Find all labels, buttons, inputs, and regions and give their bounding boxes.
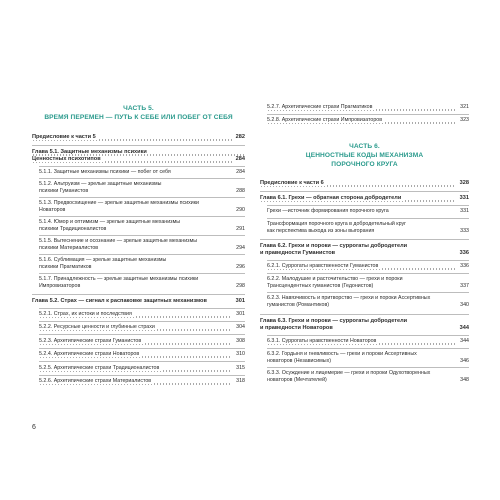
toc-entry-page: 294 (236, 245, 245, 252)
toc-entry[interactable] (260, 208, 469, 215)
toc-entry[interactable] (260, 180, 469, 187)
toc-entry-title: Грехи —источник формирования порочного круга (267, 208, 389, 214)
toc-chapter[interactable] (32, 149, 245, 163)
divider (39, 216, 245, 217)
toc-entry-title-cont: как перспектива выхода из зоны выгорания (267, 228, 375, 235)
toc-entry[interactable] (32, 200, 245, 214)
toc-entry-title: 5.1.3. Предвосхищение — зрелые защитные механизмы психики (39, 200, 199, 206)
toc-entry[interactable] (260, 104, 469, 111)
toc-entry-page: 321 (460, 104, 469, 110)
toc-entry-title: 5.1.5. Вытеснение и осознание — зрелые защитные механизмы (39, 238, 198, 244)
toc-entry-page: 340 (460, 302, 469, 309)
divider (267, 260, 469, 261)
toc-entry[interactable] (32, 257, 245, 271)
page-number: 6 (32, 424, 36, 431)
toc-entry[interactable] (260, 117, 469, 124)
toc-entry[interactable] (32, 365, 245, 372)
toc-entry[interactable] (260, 221, 469, 235)
toc-entry[interactable] (260, 276, 469, 290)
toc-entry-title: Предисловие к части 6 (260, 180, 324, 186)
toc-chapter[interactable] (260, 243, 469, 257)
toc-entry-page: 318 (236, 378, 245, 384)
divider (39, 308, 245, 309)
toc-entry-title: 5.2.7. Архетипические страхи Прагматиков (267, 104, 373, 110)
toc-entry-title-cont: новаторов (Независимых) (267, 358, 331, 365)
toc-entry-page: 290 (236, 207, 245, 214)
toc-entry-title: 5.1.1. Защитные механизмы психики — побег от себя (39, 169, 171, 175)
divider (39, 361, 245, 362)
toc-entry-title-cont: психики Гуманистов (39, 188, 89, 195)
toc-entry-page: 344 (460, 338, 469, 344)
divider (39, 166, 245, 167)
part5-title-line2: ВРЕМЯ ПЕРЕМЕН — ПУТЬ К СЕБЕ ИЛИ ПОБЕГ ОТ СЕБЯ (44, 114, 233, 121)
toc-entry[interactable] (32, 351, 245, 358)
toc-entry-title-cont: Импровизаторов (39, 283, 81, 290)
divider (260, 314, 469, 315)
toc-entry[interactable] (32, 311, 245, 318)
toc-entry-page: 336 (460, 263, 469, 269)
toc-entry-page: 288 (236, 188, 245, 195)
toc-entry-page: 284 (235, 156, 245, 163)
part5-title-line1: ЧАСТЬ 5. (123, 105, 154, 112)
toc-entry-title: 5.1.6. Сублимация — зрелые защитные механизмы (39, 257, 167, 263)
toc-entry[interactable] (260, 263, 469, 270)
toc-entry[interactable] (260, 370, 469, 384)
toc-entry-title: Трансформация порочного круга в добродетельный круг (267, 221, 407, 227)
toc-entry-page: 323 (460, 117, 469, 123)
toc-entry-page: 301 (236, 311, 245, 317)
toc-entry-page: 336 (459, 250, 469, 257)
toc-entry-title: Глава 6.2. Грехи и пороки — суррогаты добродетели (260, 243, 408, 249)
toc-entry-title: 6.3.2. Гордыня и гневливость — грехи и пороки Ассертивных (267, 351, 417, 357)
toc-entry-title-cont: Ценностных психотипов (32, 156, 101, 163)
toc-entry[interactable] (32, 338, 245, 345)
toc-entry-title-cont: психики Прагматиков (39, 264, 92, 271)
divider (267, 273, 469, 274)
toc-chapter[interactable] (260, 318, 469, 332)
toc-entry-title: 5.2.3. Архетипические страхи Гуманистов (39, 338, 142, 344)
toc-entry[interactable] (32, 219, 245, 233)
toc-entry-title: Предисловие к части 5 (32, 134, 96, 140)
divider (267, 367, 469, 368)
divider (39, 334, 245, 335)
toc-entry-title-cont: психики Материалистов (39, 245, 99, 252)
toc-entry-title-cont: гуманистов (Романтиков) (267, 302, 330, 309)
divider (267, 335, 469, 336)
toc-entry[interactable] (32, 238, 245, 252)
toc-entry[interactable] (32, 181, 245, 195)
toc-entry-title: 5.2.5. Архетипические страхи Традиционалистов (39, 365, 160, 371)
divider (267, 218, 469, 219)
toc-entry-title: 5.2.1. Страх, их истоки и последствия (39, 311, 132, 317)
divider (32, 145, 245, 146)
toc-entry-page: 308 (236, 338, 245, 344)
divider (260, 239, 469, 240)
toc-entry-page: 344 (459, 325, 469, 332)
toc-entry-title: 5.1.7. Принадлежность — зрелые защитные механизмы психики (39, 276, 199, 282)
divider (267, 348, 469, 349)
toc-entry-title: Глава 5.2. Страх — сигнал к распаковке защитных механизмов (32, 298, 207, 304)
toc-entry-title-cont: психики Традиционалистов (39, 226, 107, 233)
toc-entry-page: 315 (236, 365, 245, 371)
divider (39, 321, 245, 322)
toc-entry[interactable] (260, 351, 469, 365)
divider (39, 235, 245, 236)
toc-entry-title-cont: Трансцендентных гуманистов (Гедонистов) (267, 283, 374, 290)
toc-entry-title: 5.1.2. Альтруизм — зрелые защитные механизмы (39, 181, 162, 187)
toc-entry-page: 328 (459, 180, 469, 186)
toc-entry-title: 6.2.2. Малодушие и расточительство — грехи и пороки (267, 276, 403, 282)
toc-entry-page: 310 (236, 351, 245, 357)
divider (260, 191, 469, 192)
toc-entry-title: 5.2.8. Архетипические страхи Импровизаторов (267, 117, 383, 123)
toc-entry-page: 337 (460, 283, 469, 290)
toc-chapter[interactable] (260, 195, 469, 202)
toc-entry[interactable] (32, 378, 245, 385)
toc-chapter[interactable] (32, 298, 245, 305)
toc-entry-page: 348 (460, 377, 469, 384)
toc-entry-title: Глава 6.3. Грехи и пороки — суррогаты добродетели (260, 318, 408, 324)
divider (267, 205, 469, 206)
divider (39, 197, 245, 198)
toc-entry-title: 5.2.6. Архетипические страхи Материалистов (39, 378, 152, 384)
toc-entry-page: 298 (236, 283, 245, 290)
divider (267, 292, 469, 293)
toc-entry[interactable] (32, 324, 245, 331)
toc-entry-page: 333 (460, 228, 469, 235)
part6-title-line1: ЧАСТЬ 6. (349, 143, 380, 150)
toc-entry-title: 6.3.3. Осуждение и лицемерие — грехи и пороки Одухотворенных (267, 370, 431, 376)
divider (32, 294, 245, 295)
toc-entry-page: 304 (236, 324, 245, 330)
toc-entry[interactable] (32, 134, 245, 141)
toc-entry-title-cont: и праведности Гуманистов (260, 250, 336, 257)
toc-entry-title: 5.1.4. Юмор и оптимизм — зрелые защитные механизмы (39, 219, 181, 225)
toc-entry-title: 6.2.3. Навязчивость и притворство — грехи и пороки Ассертивных (267, 295, 431, 301)
part6-title-line2: ЦЕННОСТНЫЕ КОДЫ МЕХАНИЗМА (305, 152, 424, 159)
divider (39, 178, 245, 179)
part6-title-line3: ПОРОЧНОГО КРУГА (331, 161, 398, 168)
toc-entry-page: 346 (460, 358, 469, 365)
divider (39, 254, 245, 255)
toc-entry-title: 6.2.1. Суррогаты нравственности Гуманистов (267, 263, 379, 269)
divider (39, 348, 245, 349)
toc-entry-title-cont: новаторов (Мечтателей) (267, 377, 327, 384)
toc-entry[interactable] (260, 338, 469, 345)
divider (39, 273, 245, 274)
toc-entry-title: Глава 5.1. Защитные механизмы психики (32, 149, 245, 156)
toc-entry-page: 331 (460, 208, 469, 214)
toc-entry[interactable] (260, 295, 469, 309)
toc-entry-page: 282 (235, 134, 245, 140)
toc-entry-page: 296 (236, 264, 245, 271)
toc-entry-title: 5.2.2. Ресурсные ценности и глубинные страхи (39, 324, 155, 330)
toc-entry-page: 284 (236, 169, 245, 175)
toc-entry-page: 301 (235, 298, 245, 304)
toc-entry-title: Глава 6.1. Грехи — обратная сторона добродетели (260, 195, 402, 201)
toc-entry-title-cont: и праведности Новаторов (260, 325, 333, 332)
toc-entry[interactable] (32, 169, 245, 176)
toc-entry-title: 5.2.4. Архетипические страхи Новаторов (39, 351, 140, 357)
toc-entry[interactable] (32, 276, 245, 290)
toc-entry-title: 6.3.1. Суррогаты нравственности Новаторов (267, 338, 377, 344)
toc-entry-page: 331 (459, 195, 469, 201)
divider (39, 375, 245, 376)
toc-entry-page: 291 (236, 226, 245, 233)
divider (267, 114, 469, 115)
toc-entry-title-cont: Новаторов (39, 207, 66, 214)
